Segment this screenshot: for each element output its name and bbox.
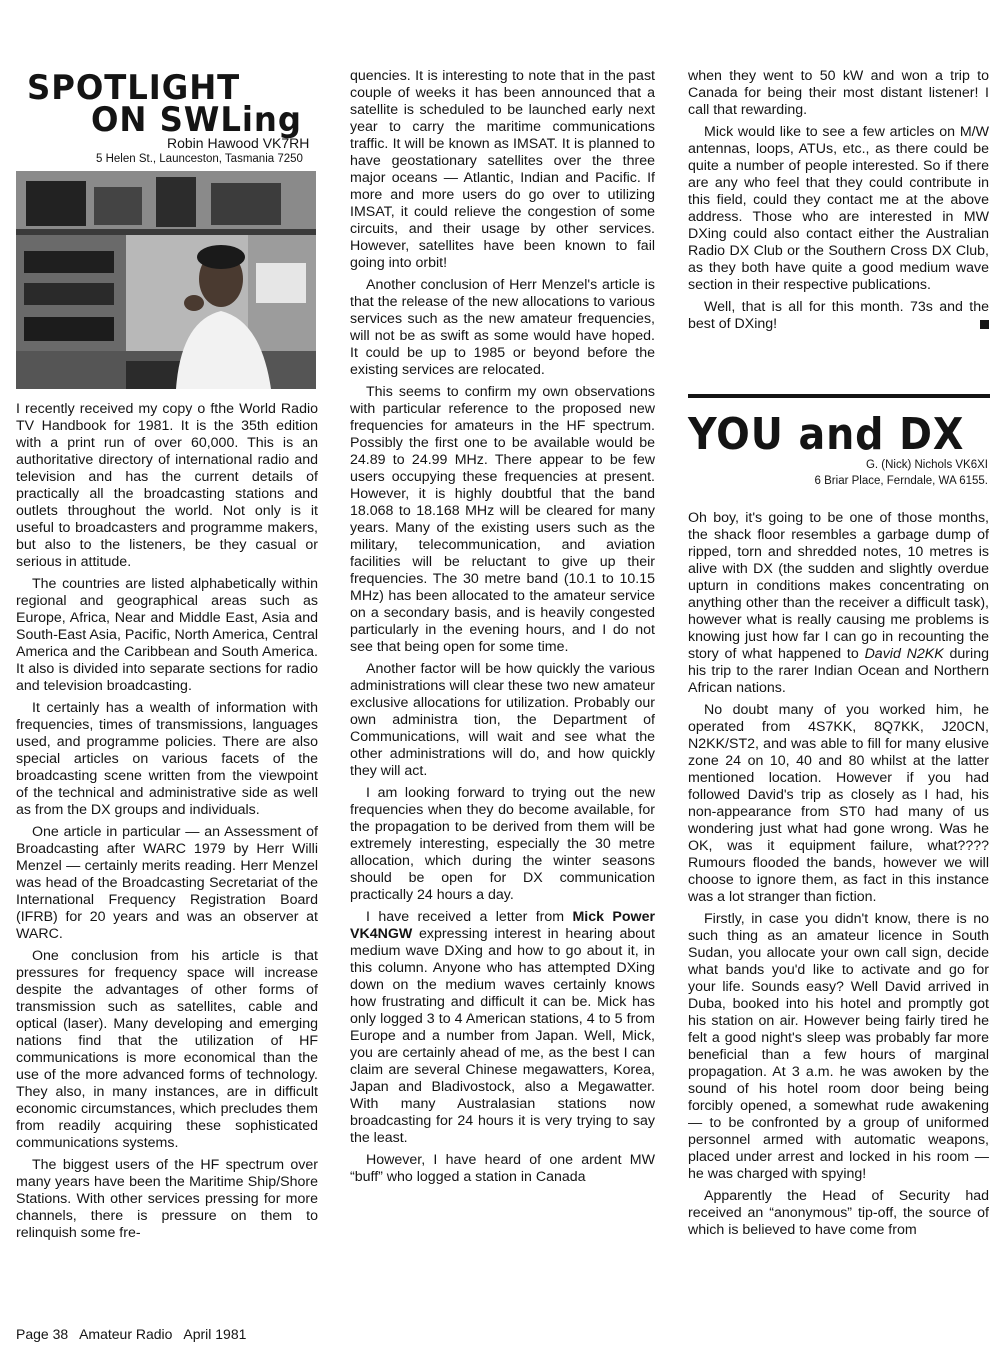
page-footer [16, 1326, 246, 1342]
article1-paragraph-mick [350, 909, 655, 1147]
article1-title-line1: SPOTLIGHT [27, 68, 241, 108]
mick-rest: expressing interest in hearing about medium wave DXing and how to go about it, in this column. Anyone who has attempted DXing down on the medium waves certainly knows how frustrating and difficult it can be. Mick has only logged 3 to 4 American stations, 4 to 5 from Europe and a number from Japan. Well, Mick, you are certainly ahead of me, as the best I can claim are several Chinese megawatters, Korea, Japan and Bladivostock, also a Megawatter. With many Australasian stations now broadcasting for 24 hours it is very trying to say the least. [350, 926, 655, 1146]
david-n2kk: David N2KK [864, 646, 944, 662]
magazine-name: Amateur Radio [79, 1326, 173, 1342]
article1-address: 5 Helen St., Launceston, Tasmania 7250 [96, 153, 303, 165]
article2-p1-end: during his trip to the rarer Indian Ocean and Northern African nations. [688, 646, 989, 696]
operator-photo [16, 171, 316, 389]
page-number: Page 38 [16, 1326, 69, 1342]
article1-paragraph-end [688, 299, 989, 333]
mick-intro: I have received a letter from [366, 909, 565, 925]
article1-paragraph: Another factor will be how quickly the various administrations will clear these two new amateur exclusive allocations for utilization. Probably our own administra tion, the Department of Communications, will wait and see what the other administrations will do, and how quickly they will act. [350, 661, 655, 779]
article1-paragraph: when they went to 50 kW and won a trip to Canada for being their most distant listener! I call that rewarding. [688, 68, 989, 118]
article2-body [688, 510, 989, 1244]
article2-paragraph [688, 510, 989, 697]
article1-paragraph: It certainly has a wealth of information with frequencies, times of transmissions, languages used, and programme policies. There are also special articles on various facets of the broadcasting scene written from the viewpoint of the technical and administrative side as well as from the DX groups and individuals. [16, 700, 318, 818]
article2-paragraph: Firstly, in case you didn't know, there is no such thing as an amateur licence in South Sudan, you allocate your own call sign, decide what bands you'd like to activate and go for your life. Sounds easy? Well David arrived in Duba, booked into his hotel and promptly got his station on air. However being fairly tired he felt a good night's sleep was probably far more beneficial than a few hours of marginal propagation. At 3 a.m. he was awoken by the sound of his hotel room door being being forcibly opened, a somewhat rude awakening — to be confronted by a group of uniformed personnel armed with automatic weapons, placed under arrest and locked in his room — he was charged with spying! [688, 911, 989, 1182]
issue-date: April 1981 [183, 1326, 247, 1342]
article1-paragraph: The biggest users of the HF spectrum over many years have been the Maritime Ship/Shore Stations. With other services pressing for more channels, there is pressure on them to relinquish some fre- [16, 1157, 318, 1241]
article1-author: Robin Hawood VK7RH [167, 135, 310, 151]
article1-paragraph: The countries are listed alphabetically within regional and geographical areas such as Europe, Africa, Near and Middle East, Asia and South-East Asia, Pacific, North America, Central America and the Caribbean and South America. It also is divided into separate sections for radio and television broadcasting. [16, 576, 319, 694]
mick-name: Mick Power VK4NGW [350, 909, 655, 942]
article2-paragraph: Apparently the Head of Security had received an “anonymous” tip-off, the source of which is believed to have come from [688, 1188, 989, 1238]
article1-paragraph: One conclusion from his article is that pressures for frequency space will increase despite the advantages of other forms of transmission such as satellites, cable and optical (laser). Many developing and emerging nations find that the utilization of HF communications is more economical than the use of the more advanced forms of technology. They also, in many instances, are in difficult economic circumstances, which precludes them from readily acquiring these sophisticated communications systems. [16, 948, 318, 1151]
article2-paragraph: No doubt many of you worked him, he operated from 4S7KK, 8Q7KK, J20CN, N2KK/ST2, and was able to fill for many elusive zone 24 on 10, 40 and 80 whilst at the latter mentioned location. However if you had followed David's trip as closely as I had, his non-appearance from ST0 had many of us wondering just what had gone wrong. Was he OK, was it equipment failure, what???? Rumours flooded the bands, however we will choose to ignore them, as fact in this instance was a lot stranger than fiction. [688, 702, 989, 905]
article1-paragraph: Another conclusion of Herr Menzel's article is that the release of the new allocations to various services such as the new amateur frequencies, will not be as swift as some would have hoped. It could be up to 1985 or beyond before the existing services are relocated. [350, 277, 655, 378]
article2-p1-start: Oh boy, it's going to be one of those months, the shack floor resembles a garbage dump of ripped, torn and shredded notes, 10 metres is alive with DX (the sudden and slightly overdue upturn in conditions makes concentrating on anything other than the receiver a difficult task), however what is really causing me problems is knowing just how far I can go in recounting the story of what happened to [688, 510, 989, 662]
article2-author: G. (Nick) Nichols VK6XI [865, 459, 988, 471]
column-2 [350, 68, 655, 1191]
article1-paragraph: Mick would like to see a few articles on M/W antennas, loops, ATUs, etc., as there could be quite a number of people interested. So if there are any who feel that they could contribute in this field, could they contact me at the above address. Those who are interested in MW DXing could also contact either the Australian Radio DX Club or the Southern Cross DX Club, as they both have quite a good medium wave section in their respective publications. [688, 124, 989, 293]
section-divider [688, 394, 990, 398]
article2-title: YOU and DX [688, 409, 965, 460]
article1-title-line2: ON SWLing [91, 100, 302, 140]
article1-paragraph: I am looking forward to trying out the new frequencies when they do become available, for the propagation to be derived from them will be extremely interesting, especially the 30 metre allocation, which during the winter seasons should be open for DX communication practically 24 hours a day. [350, 785, 655, 903]
article1-paragraph: One article in particular — an Assessment of Broadcasting after WARC 1979 by Herr Willi Menzel — certainly merits reading. Herr Menzel was head of the Broadcasting Secretariat of the International Frequency Registration Board (IFRB) for 20 years and was an observer at WARC. [16, 824, 318, 942]
article1-paragraph: quencies. It is interesting to note that in the past couple of weeks it has been announced that a satellite is scheduled to be launched early next year to carry the maritime communications traffic. It will be known as IMSAT. It is planned to have geostationary satellites over the three major oceans — Atlantic, Indian and Pacific. If more and more users do go over to utilizing IMSAT, it could relieve the congestion of some circuits, and their usage by other services. However, satellites have been known to fail going into orbit! [350, 68, 655, 271]
article1-paragraph: This seems to confirm my own observations with particular reference to the proposed new frequencies for amateurs in the HF spectrum. Possibly the first one to be available would be 24.89 to 24.99 MHz. There appear to be few users occupying these frequencies at present. However, it is highly doubtful that the band 18.068 to 18.168 MHz will be cleared for many years. Many of the existing users such as the military, telecommunication, and aviation facilities will be reluctant to give up their frequencies. The 30 metre band (10.1 to 10.15 MHz) has been allocated to the amateur service on a secondary basis, and is heavily congested particularly in the evening hours, and I do not see that being open for some time. [350, 384, 655, 655]
article1-paragraph: I recently received my copy o fthe World Radio TV Handbook for 1981. It is the 35th edition with a print run of over 60,000. This is an authoritative directory of international radio and television and has the current details of practically all the broadcasting stations and outlets throughout the world. Not only is it useful to broadcasters and programme makers, but also to the listeners, be they casual or serious in attitude. [16, 401, 318, 570]
end-mark [980, 320, 989, 329]
column-3 [688, 68, 989, 338]
article1-paragraph: However, I have heard of one ardent MW “buff” who logged a station in Canada [350, 1152, 655, 1185]
article2-address: 6 Briar Place, Ferndale, WA 6155. [814, 475, 988, 487]
article1-closing: Well, that is all for this month. 73s and the best of DXing! [688, 299, 989, 332]
column-1 [16, 401, 318, 1247]
